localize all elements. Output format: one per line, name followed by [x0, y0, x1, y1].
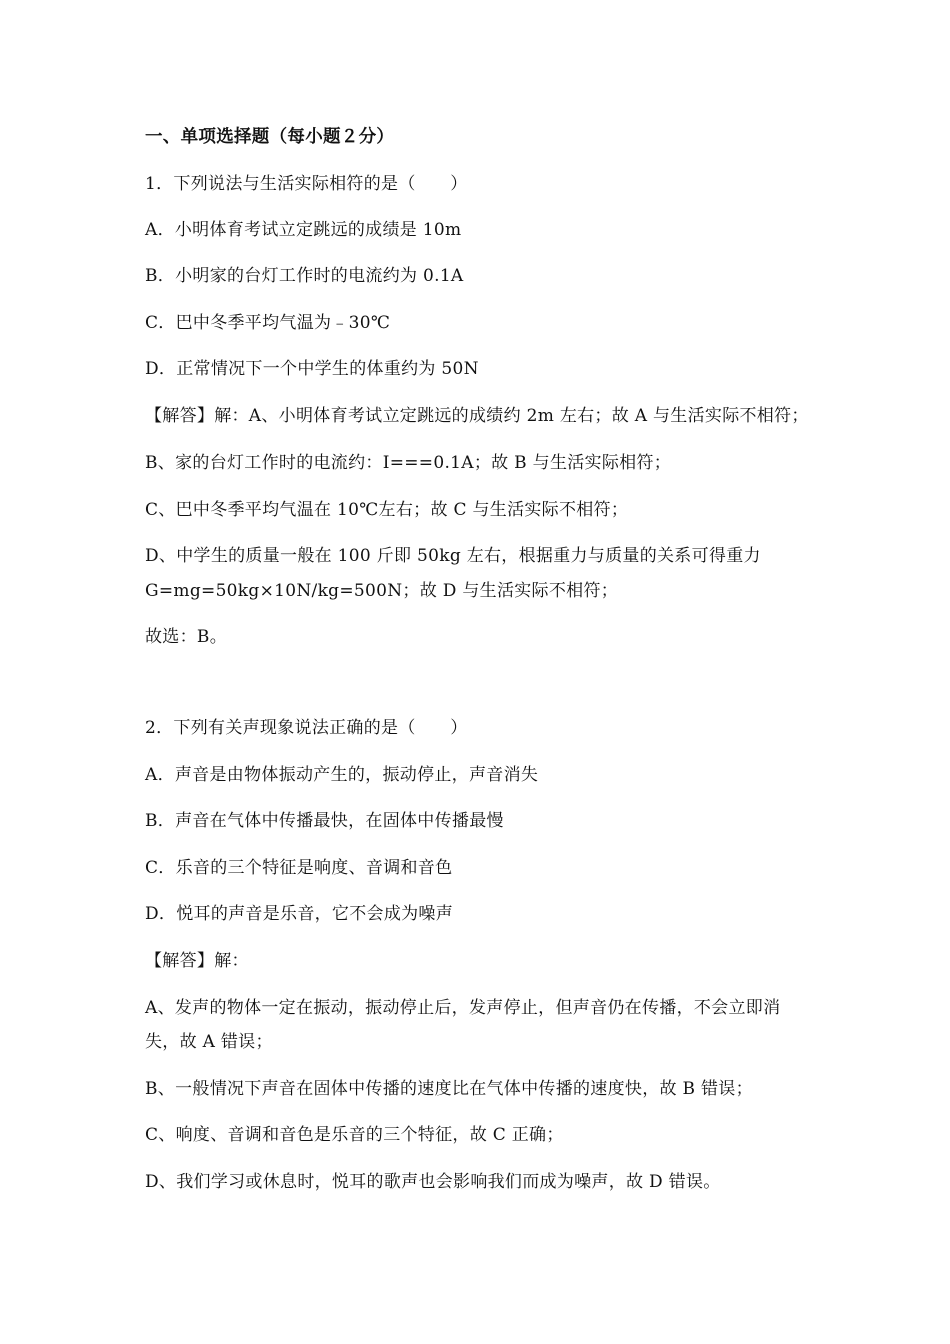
question-2-option-d: D．悦耳的声音是乐音，它不会成为噪声 [145, 904, 454, 924]
question-1-answer-line: C、巴中冬季平均气温在 10℃左右；故 C 与生活实际不相符； [145, 500, 629, 520]
question-2-answer-line: B、一般情况下声音在固体中传播的速度比在气体中传播的速度快，故 B 错误； [145, 1079, 753, 1099]
question-1-option-d: D．正常情况下一个中学生的体重约为 50N [145, 359, 479, 379]
question-1-conclusion: 故选：B。 [145, 627, 227, 647]
question-1-option-b: B．小明家的台灯工作时的电流约为 0.1A [145, 266, 464, 286]
question-2-stem: 2．下列有关声现象说法正确的是（ ） [145, 718, 468, 738]
section-title: 一、单项选择题（每小题２分） [145, 127, 395, 147]
question-2-option-a: A．声音是由物体振动产生的，振动停止，声音消失 [145, 765, 539, 785]
question-1-option-a: A．小明体育考试立定跳远的成绩是 10m [145, 220, 462, 240]
question-2-option-b: B．声音在气体中传播最快，在固体中传播最慢 [145, 811, 504, 831]
question-1-answer-line: G=mg=50kg×10N/kg=500N；故 D 与生活实际不相符； [145, 581, 619, 601]
question-2-option-c: C．乐音的三个特征是响度、音调和音色 [145, 858, 453, 878]
question-2-answer-line: C、响度、音调和音色是乐音的三个特征，故 C 正确； [145, 1125, 564, 1145]
question-1-option-c: C．巴中冬季平均气温为﹣30℃ [145, 313, 391, 333]
question-2-answer-line: D、我们学习或休息时，悦耳的歌声也会影响我们而成为噪声，故 D 错误。 [145, 1172, 721, 1192]
question-2-answer-heading: 【解答】解： [145, 951, 249, 971]
question-2-answer-line: 失，故 A 错误； [145, 1032, 273, 1052]
question-1-answer-line: B、家的台灯工作时的电流约：I===0.1A；故 B 与生活实际相符； [145, 453, 672, 473]
question-1-stem: 1．下列说法与生活实际相符的是（ ） [145, 174, 468, 194]
question-1-answer-line: 【解答】解：A、小明体育考试立定跳远的成绩约 2m 左右；故 A 与生活实际不相符； [145, 406, 809, 426]
question-1-answer-line: D、中学生的质量一般在 100 斤即 50kg 左右，根据重力与质量的关系可得重力 [145, 546, 761, 566]
question-2-answer-line: A、发声的物体一定在振动，振动停止后，发声停止，但声音仍在传播，不会立即消 [145, 998, 781, 1018]
